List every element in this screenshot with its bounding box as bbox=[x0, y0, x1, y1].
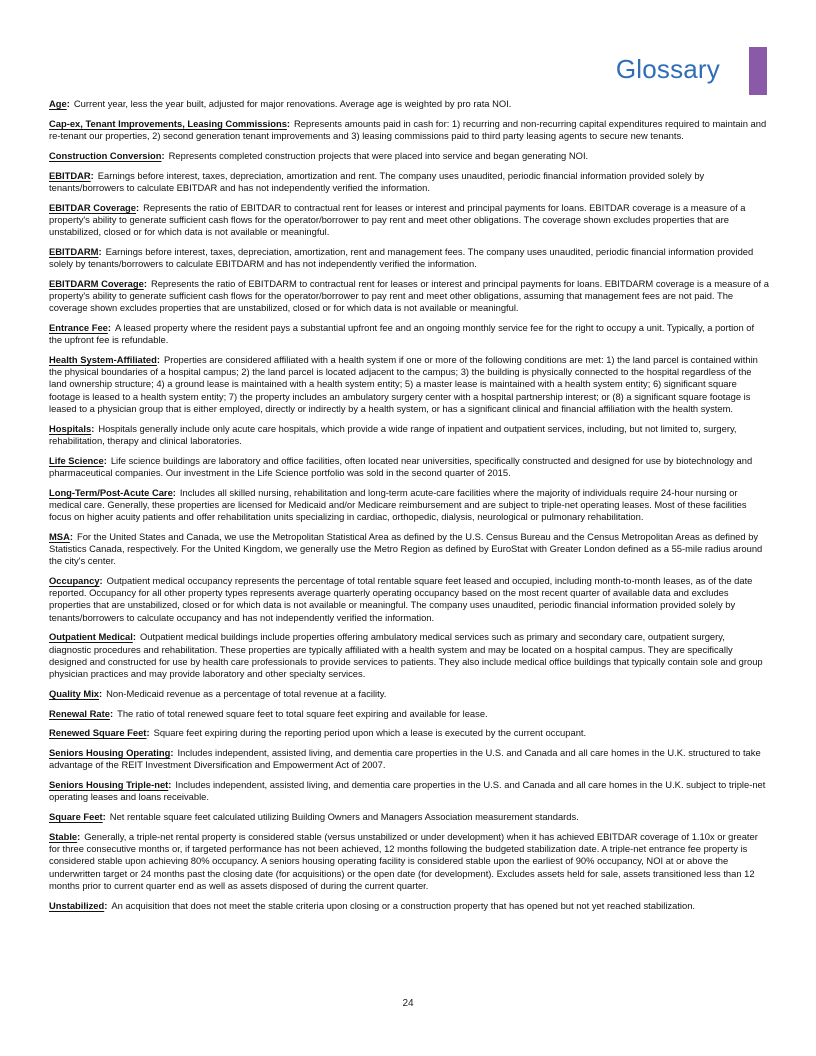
glossary-entry: Renewal Rate: The ratio of total renewed square feet to total square feet expiring and available for lease. bbox=[49, 707, 488, 719]
glossary-definition: Represents completed construction projects that were placed into service and began generating NOI. bbox=[168, 149, 589, 161]
glossary-entry: Occupancy: Outpatient medical occupancy represents the percentage of total rentable square feet leased and occupied, including month-to-month leases, as of the date reported. Occupancy for all other property types represents average quarterly operating occupancy based on the most recent quarter of available data and excludes properties that are unstabilized, closed or for which data is not available or meaningful. The company uses unaudited, periodic financial information provided solely by tenants/borrowers to calculate occupancy and has not independently verified the information. bbox=[49, 575, 753, 623]
glossary-entry: Renewed Square Feet: Square feet expiring during the reporting period upon which a lease is executed by the current occupant. bbox=[49, 727, 587, 739]
glossary-entry: EBITDAR Coverage: Represents the ratio of EBITDAR to contractual rent for leases or interest and principal payments for loans. EBITDAR coverage is a measure of a property's ability to generate sufficient cash flows for the operator/borrower to pay rent and meet other obligations. The coverage shown excludes properties that are unstabilized, closed or for which data is not available or meaningful. bbox=[49, 201, 746, 237]
glossary-entry: Age: Current year, less the year built, adjusted for major renovations. Average age is weighted by pro rata NOI. bbox=[49, 98, 512, 109]
glossary-entry: MSA: For the United States and Canada, we use the Metropolitan Statistical Area as defined by the U.S. Census Bureau and the Census Metropolitan Areas as defined by Statistics Canada, respectively. For the United Kingdom, we generally use the Metro Region as defined by EuroStat with Greater London defined as a 55-mile radius around the city's center. bbox=[49, 530, 763, 567]
page-number: 24 bbox=[402, 998, 414, 1009]
glossary-term: EBITDARM Coverage bbox=[49, 277, 144, 289]
glossary-entry: Life Science: Life science buildings are laboratory and office facilities, often located near universities, specifically constructed and designed for use by biotechnology and pharmaceutical companies. Our investment in the Life Science portfolio was sold in the second quarter of 2015. bbox=[49, 454, 753, 478]
glossary-entry: Outpatient Medical: Outpatient medical buildings include properties offering ambulatory medical services such as primary and secondary care, outpatient surgery, diagnostic procedures and rehabilitation. These properties are typically affiliated with a health system and may be located on a hospital campus. They are specifically designed and constructed for use by health care professionals to provide services to patients. They also include medical office buildings that typically contain sole and group physician practices and may provide laboratory and other specialty services. bbox=[49, 631, 763, 680]
glossary-term: Construction Conversion bbox=[49, 149, 162, 161]
glossary-definition: Outpatient medical buildings include properties offering ambulatory medical services such as primary and secondary care, outpatient surgery, diagnostic procedures and rehabilitation. These properties are typically affiliated with a health system and may be located on a hospital campus. They are specifically designed and constructed for use by health care professionals to provide services to patients. They also include medical office buildings that typically contain sole and group physician practices and may provide laboratory and other specialty services. bbox=[49, 631, 763, 680]
accent-bar bbox=[749, 47, 767, 95]
glossary-definition: Current year, less the year built, adjusted for major renovations. Average age is weighted by pro rata NOI. bbox=[73, 98, 512, 109]
glossary-term: Outpatient Medical bbox=[49, 631, 133, 643]
glossary-definition: Earnings before interest, taxes, depreciation, amortization, rent and management fees. The company uses unaudited, periodic financial information provided solely by tenants/borrowers to calculate EBITDARM and has not independently verified the information. bbox=[49, 245, 754, 269]
glossary-definition: Generally, a triple-net rental property is considered stable (versus unstabilized or under development) when it has achieved EBITDAR coverage of 1.10x or greater for three consecutive months or, if targeted performance has not been achieved, 12 months following the budgeted stabilization date. A triple-net entrance fee property is considered stable upon achieving 80% occupancy. A seniors housing operating facility is considered stable upon the earliest of 90% occupancy, NOI at or above the underwritten target or 24 months past the closing date (for acquisitions) or the open date (for development). Excludes assets held for sale, assets transitioned less than 12 months prior to current quarter end as well as assets disposed of during the current quarter. bbox=[49, 831, 758, 891]
glossary-term: Cap-ex, Tenant Improvements, Leasing Commissions bbox=[49, 117, 287, 129]
glossary-term: Entrance Fee bbox=[49, 322, 108, 333]
glossary-entry: Unstabilized: An acquisition that does not meet the stable criteria upon closing or a construction property that has opened but not yet reached stabilization. bbox=[49, 899, 696, 911]
glossary-entry: Square Feet: Net rentable square feet calculated utilizing Building Owners and Managers Association measurement standards. bbox=[49, 811, 579, 823]
glossary-term: Hospitals bbox=[49, 422, 92, 434]
glossary-entry: EBITDAR: Earnings before interest, taxes, depreciation, amortization and rent. The company uses unaudited, periodic financial information provided solely by tenants/borrowers to calculate EBITDAR and has not independently verified the information. bbox=[49, 169, 705, 193]
glossary-definition: Net rentable square feet calculated utilizing Building Owners and Managers Association measurement standards. bbox=[109, 811, 579, 823]
glossary-definition: Non-Medicaid revenue as a percentage of total revenue at a facility. bbox=[106, 687, 387, 699]
glossary-entry: Long-Term/Post-Acute Care: Includes all skilled nursing, rehabilitation and long-term acute-care facilities where the majority of individuals require 24-hour nursing or medical care. Generally, these properties are licensed for Medicaid and/or Medicare reimbursement and are subject to triple-net operating leases. Most of these facilities focus on higher acuity patients and offer rehabilitation units specializing in cardiac, orthopedic, dialysis, neurological or pulmonary rehabilitation. bbox=[49, 486, 747, 523]
glossary-term: Long-Term/Post-Acute Care bbox=[49, 486, 173, 498]
glossary-entry: Seniors Housing Triple-net: Includes independent, assisted living, and dementia care properties in the U.S. and Canada and all care homes in the U.K. subject to triple-net operating leases and loans receivable. bbox=[49, 779, 766, 803]
glossary-definition: The ratio of total renewed square feet to total square feet expiring and available for lease. bbox=[117, 707, 488, 719]
glossary-term: EBITDAR bbox=[49, 169, 91, 181]
glossary-term: EBITDAR Coverage bbox=[49, 201, 136, 213]
glossary-entry: Hospitals: Hospitals generally include only acute care hospitals, which provide a wide range of inpatient and outpatient services, including, but not limited to, surgery, rehabilitation, therapy and clinical laboratories. bbox=[49, 422, 737, 446]
glossary-entry: Seniors Housing Operating: Includes independent, assisted living, and dementia care properties in the U.S. and Canada and all care homes in the U.K. structured to take advantage of the REIT Investment Diversification and Empowerment Act of 2007. bbox=[49, 747, 761, 771]
glossary-definition: Represents the ratio of EBITDAR to contractual rent for leases or interest and principal payments for loans. EBITDAR coverage is a measure of a property's ability to generate sufficient cash flows for the operator/borrower to pay rent and meet other obligations. The coverage shown excludes properties that are unstabilized, closed or for which data is not available or meaningful. bbox=[49, 201, 746, 237]
glossary-term: Square Feet bbox=[49, 811, 103, 823]
glossary-definition: Outpatient medical occupancy represents the percentage of total rentable square feet leased and occupied, including month-to-month leases, as of the date reported. Occupancy for all other property types represents average quarterly operating occupancy based on the most recent quarter of available data and excludes properties that are unstabilized, closed or for which data is not available or meaningful. The company uses unaudited, periodic financial information provided solely by tenants/borrowers to calculate occupancy and has not independently verified the information. bbox=[49, 575, 753, 623]
glossary-entry: Stable: Generally, a triple-net rental property is considered stable (versus unstabilized or under development) when it has achieved EBITDAR coverage of 1.10x or greater for three consecutive months or, if targeted performance has not been achieved, 12 months following the budgeted stabilization date. A triple-net entrance fee property is considered stable upon achieving 80% occupancy. A seniors housing operating facility is considered stable upon the earliest of 90% occupancy, NOI at or above the underwritten target or 24 months past the closing date (for acquisitions) or the open date (for development). Excludes assets held for sale, assets transitioned less than 12 months prior to current quarter end as well as assets disposed of during the current quarter. bbox=[49, 831, 758, 891]
glossary-definition: Life science buildings are laboratory and office facilities, often located near universities, specifically constructed and designed for use by biotechnology and pharmaceutical companies. Our investment in the Life Science portfolio was sold in the second quarter of 2015. bbox=[49, 454, 753, 478]
glossary-definition: Includes all skilled nursing, rehabilitation and long-term acute-care facilities where the majority of individuals require 24-hour nursing or medical care. Generally, these properties are licensed for Medicaid and/or Medicare reimbursement and are subject to triple-net operating leases. Most of these facilities focus on higher acuity patients and offer rehabilitation units specializing in cardiac, orthopedic, dialysis, neurological or pulmonary rehabilitation. bbox=[49, 486, 747, 523]
glossary-definition: Represents amounts paid in cash for: 1) recurring and non-recurring capital expenditures required to maintain and re-tenant our properties, 2) second generation tenant improvements and 3) leasing commissions paid to third party leasing agents to secure new tenants. bbox=[49, 117, 767, 141]
glossary-term: Seniors Housing Triple-net bbox=[49, 779, 169, 791]
glossary-term: Stable bbox=[49, 831, 78, 843]
glossary-term: Quality Mix bbox=[49, 687, 100, 699]
page-title: Glossary bbox=[615, 54, 720, 84]
glossary-term: Unstabilized bbox=[49, 899, 105, 911]
glossary-definition: For the United States and Canada, we use the Metropolitan Statistical Area as defined by the U.S. Census Bureau and the Census Metropolitan Areas as defined by Statistics Canada, respectively. For the United Kingdom, we generally use the Metro Region as defined by EuroStat with Greater London defined as a 55-mile radius around the city's center. bbox=[49, 530, 763, 567]
glossary-definition: An acquisition that does not meet the stable criteria upon closing or a construction property that has opened but not yet reached stabilization. bbox=[111, 899, 696, 911]
glossary-entry: Health System-Affiliated: Properties are considered affiliated with a health system if one or more of the following conditions are met: 1) the land parcel is contained within the physical boundaries of a hospital campus; 2) the land parcel is located adjacent to the campus; 3) the building is physically connected to the hospital regardless of the land ownership structure; 4) a ground lease is maintained with a health system entity; 5) a master lease is maintained with a health system entity; 6) significant square footage is leased to a health system entity; 7) the property includes an ambulatory surgery center with a hospital partnership interest; or (8) a significant square footage is leased to a physician group that is either employed, directly or indirectly by a health system, or has a significant clinical and financial affiliation with the health system. bbox=[49, 354, 758, 414]
glossary-definition: Earnings before interest, taxes, depreciation, amortization and rent. The company uses unaudited, periodic financial information provided solely by tenants/borrowers to calculate EBITDAR and has not independently verified the information. bbox=[49, 169, 705, 193]
glossary-definition: Properties are considered affiliated with a health system if one or more of the following conditions are met: 1) the land parcel is contained within the physical boundaries of a hospital campus; 2) the land parcel is located adjacent to the campus; 3) the building is physically connected to the hospital regardless of the land ownership structure; 4) a ground lease is maintained with a health system entity; 5) a master lease is maintained with a health system entity; 6) significant square footage is leased to a health system entity; 7) the property includes an ambulatory surgery center with a hospital partnership interest; or (8) a significant square footage is leased to a physician group that is either employed, directly or indirectly by a health system, or has a significant clinical and financial affiliation with the health system. bbox=[49, 354, 758, 414]
glossary-term: Renewed Square Feet bbox=[49, 727, 147, 739]
glossary-entry: Entrance Fee: A leased property where the resident pays a substantial upfront fee and an ongoing monthly service fee for the right to occupy a unit. Typically, a portion of the upfront fee is refundable. bbox=[49, 322, 755, 346]
glossary-definition: Represents the ratio of EBITDARM to contractual rent for leases or interest and principal payments for loans. EBITDARM coverage is a measure of a property's ability to generate sufficient cash flows for the operator/borrower to pay rent and meet other obligations, assuming that management fees are not paid. The coverage shown excludes properties that are unstabilized, closed or for which data is not available or meaningful. bbox=[49, 277, 769, 314]
glossary-term: Age bbox=[49, 98, 67, 109]
glossary-definition: Includes independent, assisted living, and dementia care properties in the U.S. and Canada and all care homes in the U.K. structured to take advantage of the REIT Investment Diversification and Empowerment Act of 2007. bbox=[49, 747, 761, 771]
glossary-definition: Hospitals generally include only acute care hospitals, which provide a wide range of inpatient and outpatient services, including, but not limited to, surgery, rehabilitation, therapy and clinical laboratories. bbox=[49, 422, 737, 446]
glossary-term: MSA bbox=[49, 530, 70, 542]
glossary-entry: EBITDARM: Earnings before interest, taxes, depreciation, amortization, rent and management fees. The company uses unaudited, periodic financial information provided solely by tenants/borrowers to calculate EBITDARM and has not independently verified the information. bbox=[49, 245, 754, 269]
glossary-term: Health System-Affiliated bbox=[49, 354, 157, 365]
glossary-term: Life Science bbox=[49, 454, 104, 466]
glossary-entry: Construction Conversion: Represents completed construction projects that were placed into service and began generating NOI. bbox=[49, 149, 589, 161]
glossary-list bbox=[49, 98, 769, 919]
glossary-definition: Includes independent, assisted living, and dementia care properties in the U.S. and Canada and all care homes in the U.K. subject to triple-net operating leases and loans receivable. bbox=[49, 779, 766, 803]
glossary-term: EBITDARM bbox=[49, 245, 99, 257]
glossary-entry: Cap-ex, Tenant Improvements, Leasing Commissions: Represents amounts paid in cash for: 1) recurring and non-recurring capital expenditures required to maintain and re-tenant our properties, 2) second generation tenant improvements and 3) leasing commissions paid to third party leasing agents to secure new tenants. bbox=[49, 117, 767, 141]
glossary-term: Seniors Housing Operating bbox=[49, 747, 171, 759]
glossary-entry: EBITDARM Coverage: Represents the ratio of EBITDARM to contractual rent for leases or interest and principal payments for loans. EBITDARM coverage is a measure of a property's ability to generate sufficient cash flows for the operator/borrower to pay rent and meet other obligations, assuming that management fees are not paid. The coverage shown excludes properties that are unstabilized, closed or for which data is not available or meaningful. bbox=[49, 277, 769, 314]
glossary-definition: A leased property where the resident pays a substantial upfront fee and an ongoing monthly service fee for the right to occupy a unit. Typically, a portion of the upfront fee is refundable. bbox=[49, 322, 755, 346]
glossary-definition: Square feet expiring during the reporting period upon which a lease is executed by the current occupant. bbox=[153, 727, 587, 739]
glossary-term: Occupancy bbox=[49, 575, 100, 587]
glossary-term: Renewal Rate bbox=[49, 707, 110, 719]
glossary-entry: Quality Mix: Non-Medicaid revenue as a percentage of total revenue at a facility. bbox=[49, 687, 387, 699]
